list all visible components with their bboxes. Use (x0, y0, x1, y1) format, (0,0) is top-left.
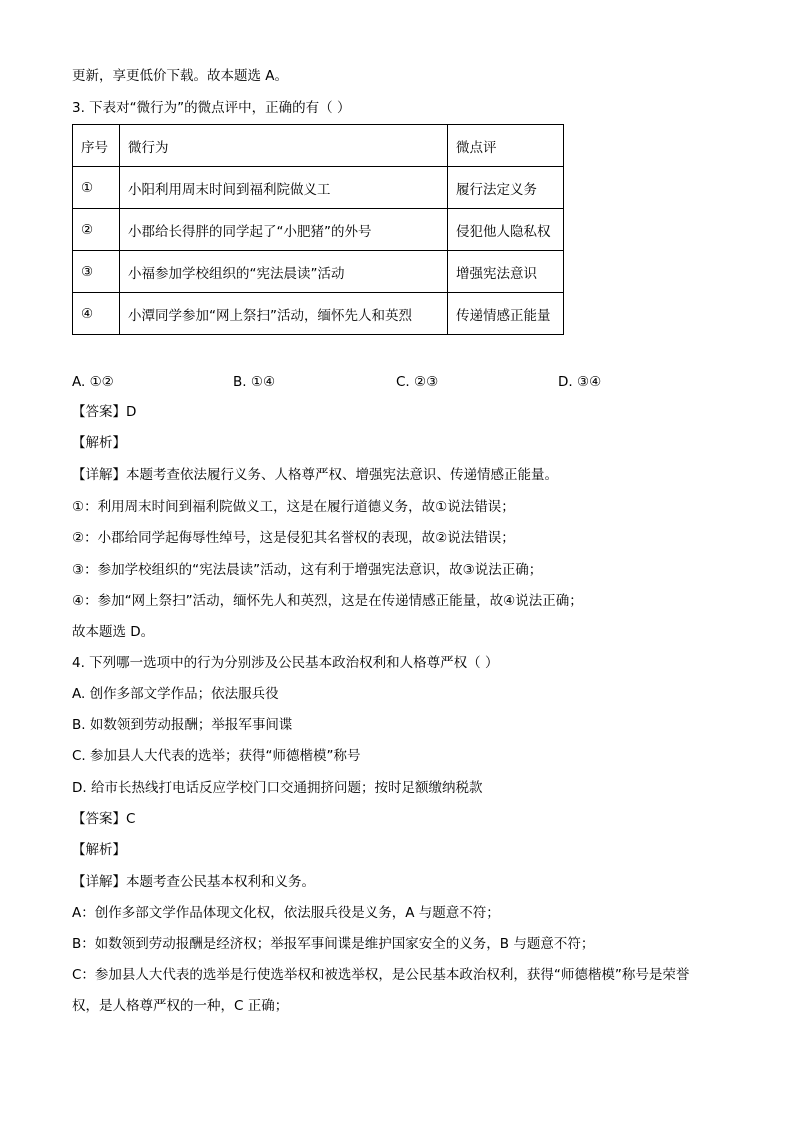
table-row (73, 209, 564, 251)
q3-detail-line: ④：参加“网上祭扫”活动，缅怀先人和英烈，这是在传递情感正能量，故④说法正确； (72, 593, 583, 609)
table-cell: 小福参加学校组织的“宪法晨读”活动 (120, 251, 448, 293)
q4-option-a: A. 创作多部文学作品；依法服兵役 (72, 686, 279, 702)
table-header-cell: 微行为 (120, 125, 448, 167)
q4-analysis-label: 【解析】 (72, 842, 126, 858)
table-header-cell: 序号 (73, 125, 120, 167)
q4-detail-line: B：如数领到劳动报酬是经济权；举报军事间谍是维护国家安全的义务，B 与题意不符； (72, 936, 595, 952)
table-cell: 履行法定义务 (448, 167, 564, 209)
table-row (73, 251, 564, 293)
q3-detail-line: ②：小郡给同学起侮辱性绰号，这是侵犯其名誉权的表现，故②说法错误； (72, 530, 515, 546)
q4-option-d: D. 给市长热线打电话反应学校门口交通拥挤问题；按时足额缴纳税款 (72, 780, 483, 796)
q3-option-c: C. ②③ (396, 374, 439, 390)
table-header-cell: 微点评 (448, 125, 564, 167)
table-cell: ③ (73, 251, 120, 293)
table-cell: 小阳利用周末时间到福利院做义工 (120, 167, 448, 209)
table-cell: ① (73, 167, 120, 209)
table-cell: ② (73, 209, 120, 251)
q4-stem: 4. 下列哪一选项中的行为分别涉及公民基本政治权利和人格尊严权（ ） (72, 655, 499, 671)
intro-line: 更新，享更低价下载。故本题选 A。 (72, 68, 289, 84)
table-cell: 小潭同学参加“网上祭扫”活动，缅怀先人和英烈 (120, 293, 448, 335)
table-cell: 传递情感正能量 (448, 293, 564, 335)
table-row (73, 293, 564, 335)
q3-analysis-label: 【解析】 (72, 435, 126, 451)
q4-option-c: C. 参加县人大代表的选举；获得“师德楷模”称号 (72, 748, 361, 764)
q4-detail-line: 【详解】本题考查公民基本权利和义务。 (72, 874, 315, 890)
table-cell: 侵犯他人隐私权 (448, 209, 564, 251)
q3-option-b: B. ①④ (233, 374, 276, 390)
q3-option-a: A. ①② (72, 374, 114, 390)
table-cell: 小郡给长得胖的同学起了“小肥猪”的外号 (120, 209, 448, 251)
q4-detail-line: A：创作多部文学作品体现文化权，依法服兵役是义务，A 与题意不符； (72, 905, 500, 921)
q3-stem: 3. 下表对“微行为”的微点评中，正确的有（ ） (72, 100, 351, 116)
table-cell: ④ (73, 293, 120, 335)
q3-detail-line: ③：参加学校组织的“宪法晨读”活动，这有利于增强宪法意识，故③说法正确； (72, 562, 543, 578)
table-row (73, 167, 564, 209)
q3-table (72, 124, 564, 335)
q4-detail-line: 权，是人格尊严权的一种，C 正确； (72, 998, 289, 1014)
q4-detail-line: C：参加县人大代表的选举是行使选举权和被选举权，是公民基本政治权利，获得“师德楷模”称号是荣誉 (72, 967, 690, 983)
q3-detail-line: 【详解】本题考查依法履行义务、人格尊严权、增强宪法意识、传递情感正能量。 (72, 467, 558, 483)
q3-answer: 【答案】D (72, 404, 137, 420)
q3-detail-line: 故本题选 D。 (72, 624, 155, 640)
q3-option-d: D. ③④ (558, 374, 602, 390)
table-cell: 增强宪法意识 (448, 251, 564, 293)
q3-detail-line: ①：利用周末时间到福利院做义工，这是在履行道德义务，故①说法错误； (72, 499, 515, 515)
q4-option-b: B. 如数领到劳动报酬；举报军事间谍 (72, 717, 293, 733)
q4-answer: 【答案】C (72, 811, 136, 827)
table-header-row (73, 125, 564, 167)
